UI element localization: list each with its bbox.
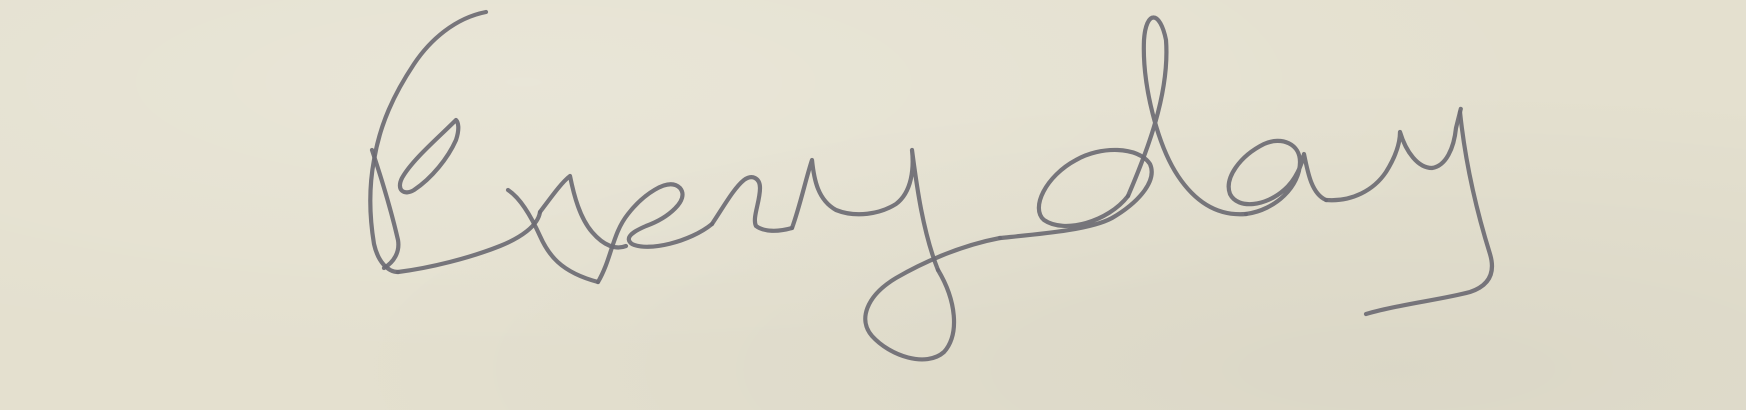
letter-r-stroke (712, 177, 792, 231)
letter-e-cap-main-stroke (370, 12, 486, 272)
letter-e-stroke (598, 184, 712, 282)
letter-a-stroke (1229, 141, 1326, 214)
letter-y-final-descender (1366, 112, 1492, 314)
letter-v-stroke (540, 176, 626, 247)
letter-y-stroke (792, 150, 938, 270)
letter-e-cap-cross-stroke (398, 212, 540, 272)
letter-e-cap-middle-loop (400, 120, 458, 192)
letter-y-final-stroke (1326, 109, 1461, 200)
